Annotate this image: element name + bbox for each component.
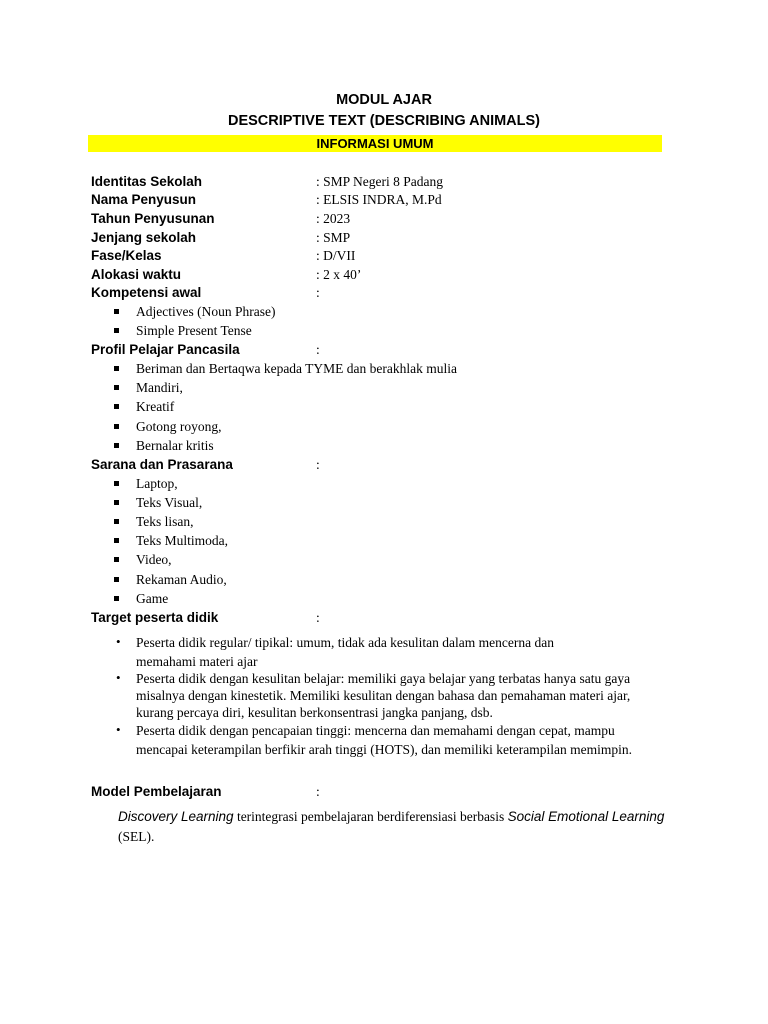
square-bullet-icon xyxy=(114,404,119,409)
list-item: Teks lisan, xyxy=(136,514,194,529)
square-bullet-icon xyxy=(114,443,119,448)
square-bullet-icon xyxy=(114,519,119,524)
square-bullet-icon xyxy=(114,596,119,601)
model-text-middle: terintegrasi pembelajaran berdiferensiasi berbasis xyxy=(233,809,508,824)
document-subtitle: DESCRIPTIVE TEXT (DESCRIBING ANIMALS) xyxy=(227,113,541,129)
field-value-penyusun: : ELSIS INDRA, M.Pd xyxy=(316,192,442,207)
field-value-alokasi: : 2 x 40’ xyxy=(316,267,362,282)
field-value-tahun: : 2023 xyxy=(316,211,351,226)
list-item: Teks Multimoda, xyxy=(136,533,229,548)
field-label-model: Model Pembelajaran xyxy=(91,784,222,799)
dot-bullet-icon: • xyxy=(116,634,121,649)
field-value-profil: : xyxy=(316,342,320,357)
list-item: Kreatif xyxy=(136,399,175,414)
field-value-model: : xyxy=(316,784,320,799)
target-item-1-line-2: memahami materi ajar xyxy=(136,654,258,669)
square-bullet-icon xyxy=(114,424,119,429)
list-item: Teks Visual, xyxy=(136,495,203,510)
target-item-2-line-3: kurang percaya diri, kesulitan berkonsentrasi jangka panjang, dsb. xyxy=(136,705,493,720)
dot-bullet-icon: • xyxy=(116,670,121,685)
field-label-tahun: Tahun Penyusunan xyxy=(91,211,215,226)
field-label-sarana: Sarana dan Prasarana xyxy=(91,457,233,472)
square-bullet-icon xyxy=(114,557,119,562)
list-item: Gotong royong, xyxy=(136,419,222,434)
field-value-jenjang: : SMP xyxy=(316,230,351,245)
field-value-sarana: : xyxy=(316,457,320,472)
square-bullet-icon xyxy=(114,385,119,390)
list-item: Laptop, xyxy=(136,476,178,491)
target-item-1-line-1: Peserta didik regular/ tipikal: umum, tidak ada kesulitan dalam mencerna dan xyxy=(136,635,554,650)
field-label-profil: Profil Pelajar Pancasila xyxy=(91,342,240,357)
square-bullet-icon xyxy=(114,500,119,505)
dot-bullet-icon: • xyxy=(116,722,121,737)
list-item: Game xyxy=(136,591,169,606)
square-bullet-icon xyxy=(114,309,119,314)
square-bullet-icon xyxy=(114,538,119,543)
list-item: Simple Present Tense xyxy=(136,323,252,338)
target-item-3-line-1: Peserta didik dengan pencapaian tinggi: mencerna dan memahami dengan cepat, mampu xyxy=(136,723,615,738)
list-item: Video, xyxy=(136,552,172,567)
square-bullet-icon xyxy=(114,328,119,333)
model-italic-discovery: Discovery Learning xyxy=(118,809,234,824)
model-description xyxy=(118,807,688,847)
field-value-target: : xyxy=(316,610,320,625)
field-label-penyusun: Nama Penyusun xyxy=(91,192,197,207)
list-item: Rekaman Audio, xyxy=(136,572,227,587)
field-label-kompetensi: Kompetensi awal xyxy=(91,285,202,300)
target-item-2-line-1: Peserta didik dengan kesulitan belajar: memiliki gaya belajar yang terbatas hanya satu gaya xyxy=(136,671,631,686)
square-bullet-icon xyxy=(114,366,119,371)
target-item-3-line-2: mencapai keterampilan berfikir arah tinggi (HOTS), dan memiliki keterampilan memimpin. xyxy=(136,742,632,757)
field-label-fase: Fase/Kelas xyxy=(91,248,162,263)
model-italic-sel: Social Emotional Learning xyxy=(507,809,665,824)
field-label-alokasi: Alokasi waktu xyxy=(91,267,182,282)
field-label-target: Target peserta didik xyxy=(91,610,219,625)
list-item: Mandiri, xyxy=(136,380,183,395)
list-item: Beriman dan Bertaqwa kepada TYME dan berakhlak mulia xyxy=(136,361,458,376)
field-label-jenjang: Jenjang sekolah xyxy=(91,230,197,245)
model-text-end: (SEL). xyxy=(118,829,155,844)
document-title: MODUL AJAR xyxy=(336,92,432,108)
section-banner: INFORMASI UMUM xyxy=(88,135,662,152)
square-bullet-icon xyxy=(114,481,119,486)
square-bullet-icon xyxy=(114,577,119,582)
list-item: Bernalar kritis xyxy=(136,438,214,453)
field-label-identitas: Identitas Sekolah xyxy=(91,174,203,189)
field-value-fase: : D/VII xyxy=(316,248,356,263)
list-item: Adjectives (Noun Phrase) xyxy=(136,304,276,319)
target-item-2-line-2: misalnya dengan kinestetik. Memiliki kesulitan dengan bahasa dan pemahaman materi ajar, xyxy=(136,688,631,703)
field-value-kompetensi: : xyxy=(316,285,320,300)
field-value-identitas: : SMP Negeri 8 Padang xyxy=(316,174,443,189)
